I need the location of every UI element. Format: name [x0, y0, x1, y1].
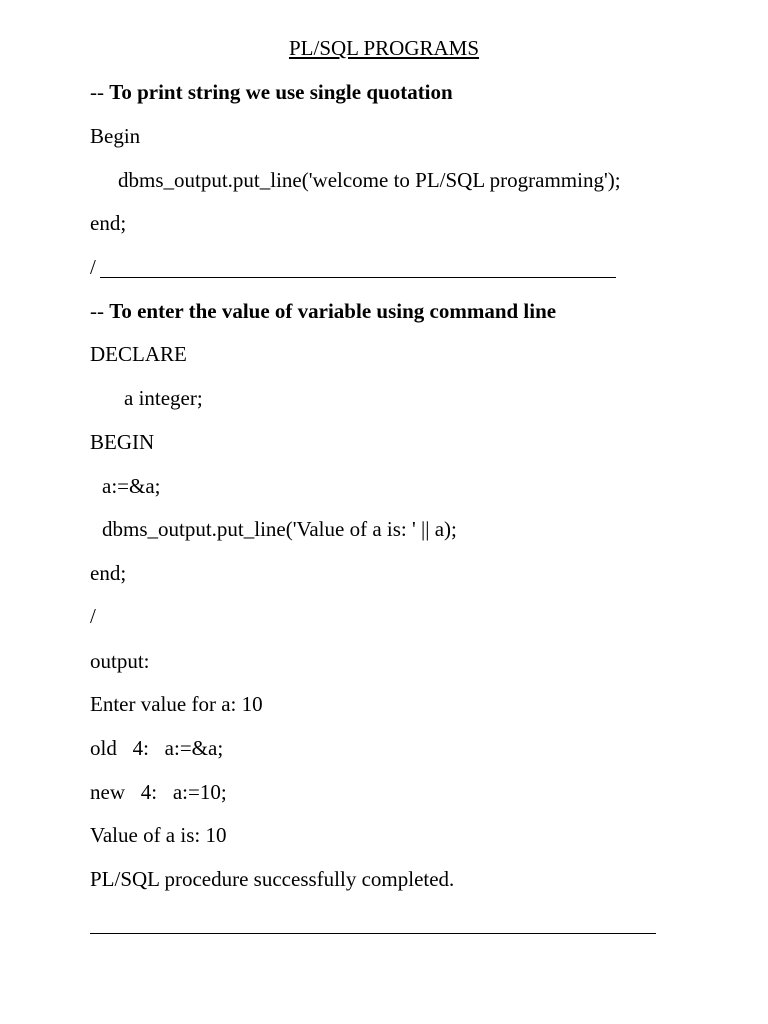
comment-text: To print string we use single quotation	[109, 80, 453, 104]
output-line: Value of a is: 10	[90, 823, 227, 847]
separator-line	[100, 277, 616, 278]
comment-prefix: --	[90, 80, 110, 104]
code-line: a:=&a;	[102, 474, 161, 498]
page-title: PL/SQL PROGRAMS	[288, 36, 480, 60]
section2-comment	[90, 298, 556, 324]
code-line: end;	[90, 561, 127, 585]
code-line: a integer;	[124, 386, 203, 410]
code-terminator: /	[90, 255, 96, 279]
section1-comment	[90, 79, 453, 105]
separator-line	[90, 933, 656, 934]
code-line: DECLARE	[90, 342, 187, 366]
output-line: new 4: a:=10;	[90, 780, 227, 804]
comment-text: To enter the value of variable using command line	[109, 299, 557, 323]
code-line: Begin	[90, 124, 141, 148]
code-line: BEGIN	[90, 430, 155, 454]
output-label: output:	[90, 649, 150, 673]
output-line: PL/SQL procedure successfully completed.	[90, 867, 455, 891]
code-line: dbms_output.put_line('Value of a is: ' || a);	[102, 517, 457, 541]
output-line: old 4: a:=&a;	[90, 736, 224, 760]
output-line: Enter value for a: 10	[90, 692, 263, 716]
comment-prefix: --	[90, 299, 110, 323]
code-line: dbms_output.put_line('welcome to PL/SQL programming');	[118, 168, 621, 192]
code-line: end;	[90, 211, 127, 235]
code-terminator: /	[90, 604, 96, 628]
